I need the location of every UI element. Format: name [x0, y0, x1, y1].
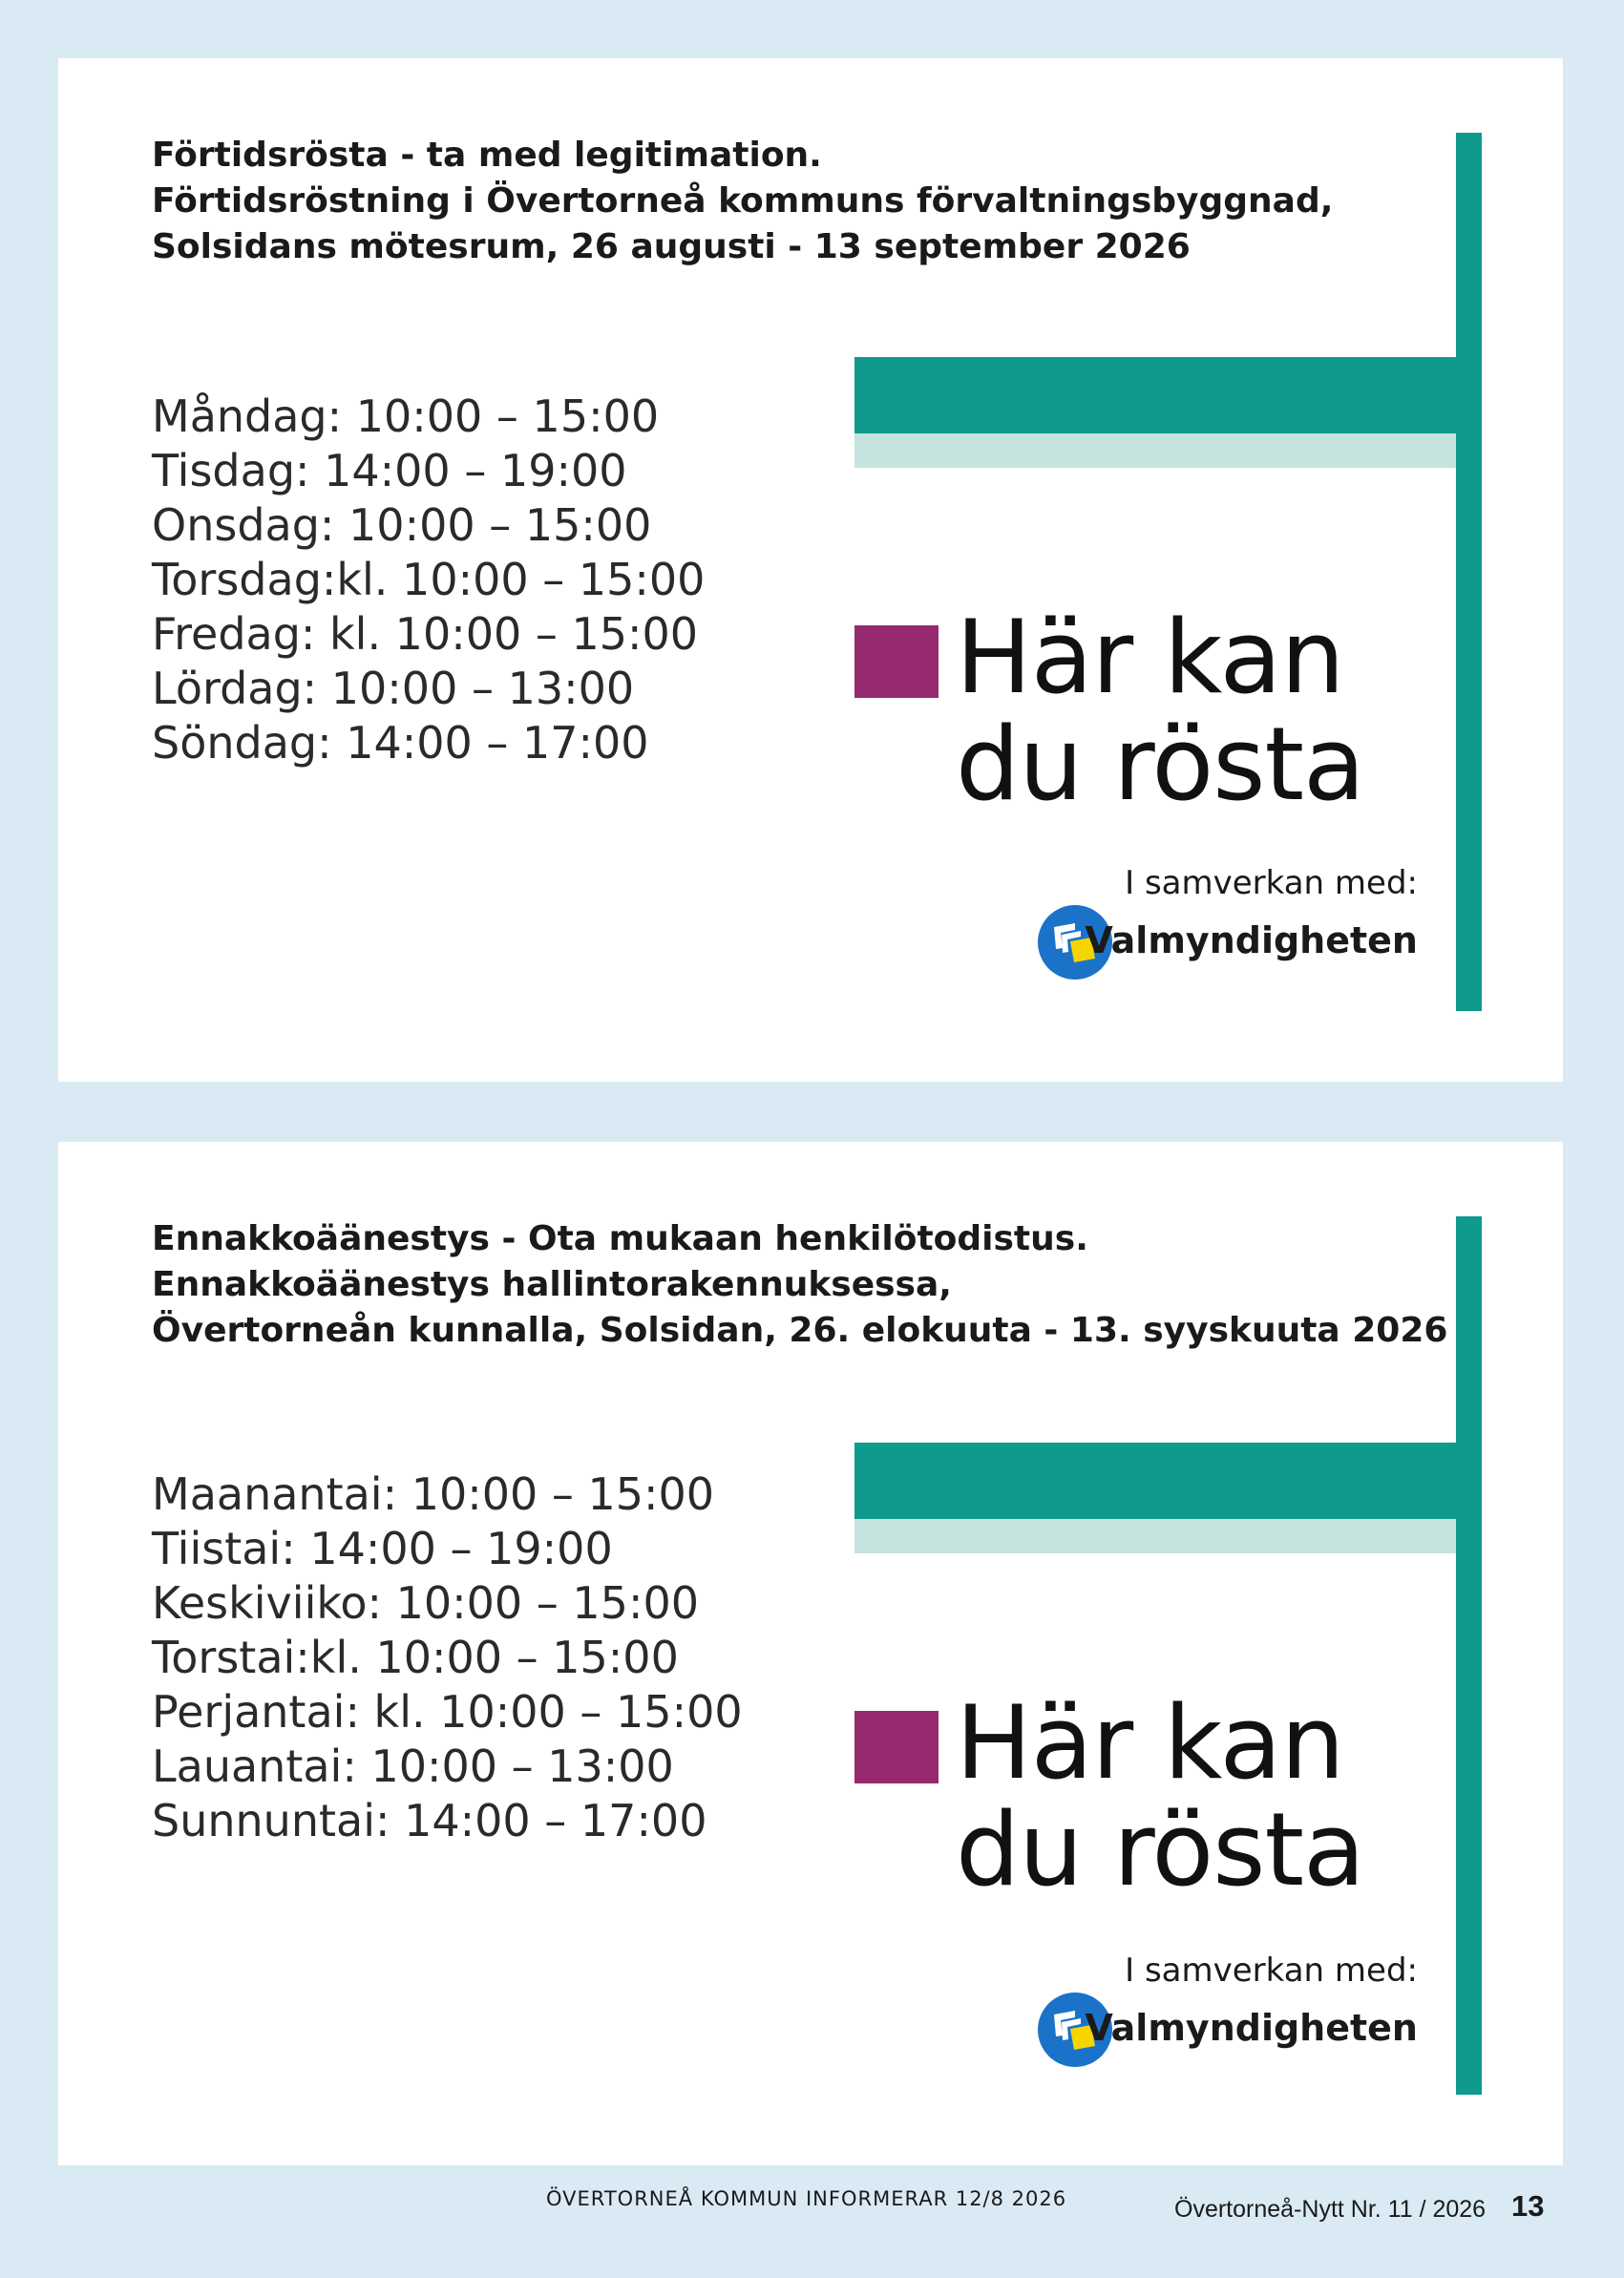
swedish-headline-line-2: Förtidsröstning i Övertorneå kommuns förvaltningsbyggnad, — [152, 181, 1334, 221]
finnish-voting-card — [58, 1142, 1563, 2165]
magenta-square — [854, 625, 939, 698]
page-number: 13 — [1511, 2189, 1545, 2223]
hours-monday: Måndag: 10:00 – 15:00 — [152, 390, 660, 442]
hours-sunday: Söndag: 14:00 – 17:00 — [152, 717, 649, 769]
hours-keskiviikko: Keskiviiko: 10:00 – 15:00 — [152, 1577, 699, 1629]
slogan — [956, 1684, 1365, 1909]
slogan-line-2: du rösta — [956, 1791, 1365, 1909]
hours-maanantai: Maanantai: 10:00 – 15:00 — [152, 1468, 715, 1520]
partner-name: Valmyndigheten — [1085, 2007, 1418, 2049]
magenta-square — [854, 1711, 939, 1783]
slogan — [956, 599, 1365, 823]
teal-vertical-bar — [1456, 1216, 1482, 2095]
hours-torstai: Torstai:kl. 10:00 – 15:00 — [152, 1632, 679, 1683]
finnish-headline-line-3: Övertorneån kunnalla, Solsidan, 26. elokuuta - 13. syyskuuta 2026 — [152, 1311, 1448, 1350]
teal-horizontal-bar — [854, 1443, 1456, 1519]
slogan-line-1: Här kan — [956, 599, 1344, 716]
teal-vertical-bar — [1456, 133, 1482, 1011]
hours-thursday: Torsdag:kl. 10:00 – 15:00 — [152, 554, 706, 605]
partner-name: Valmyndigheten — [1085, 919, 1418, 961]
slogan-line-1: Här kan — [956, 1684, 1344, 1802]
footer-issue: Övertorneå-Nytt Nr. 11 / 2026 — [1174, 2196, 1487, 2223]
slogan-line-2: du rösta — [956, 706, 1365, 823]
partner-label: I samverkan med: — [1125, 1951, 1418, 1990]
hours-wednesday: Onsdag: 10:00 – 15:00 — [152, 499, 652, 551]
swedish-headline-line-3: Solsidans mötesrum, 26 augusti - 13 september 2026 — [152, 227, 1191, 266]
swedish-headline — [152, 133, 1333, 270]
swedish-opening-hours — [152, 390, 705, 770]
hours-lauantai: Lauantai: 10:00 – 13:00 — [152, 1740, 674, 1792]
hours-tiistai: Tiistai: 14:00 – 19:00 — [152, 1523, 613, 1574]
partner-label: I samverkan med: — [1125, 864, 1418, 902]
finnish-headline-line-2: Ennakkoäänestys hallintorakennuksessa, — [152, 1265, 952, 1304]
swedish-voting-card — [58, 58, 1563, 1082]
finnish-opening-hours — [152, 1467, 743, 1848]
footer-publication-line: ÖVERTORNEÅ KOMMUN INFORMERAR 12/8 2026 — [546, 2187, 1067, 2210]
finnish-headline-line-1: Ennakkoäänestys - Ota mukaan henkilötodistus. — [152, 1219, 1088, 1258]
hours-perjantai: Perjantai: kl. 10:00 – 15:00 — [152, 1686, 743, 1738]
hours-friday: Fredag: kl. 10:00 – 15:00 — [152, 608, 699, 660]
light-teal-horizontal-bar — [854, 1519, 1456, 1553]
hours-saturday: Lördag: 10:00 – 13:00 — [152, 663, 635, 714]
swedish-headline-line-1: Förtidsrösta - ta med legitimation. — [152, 136, 822, 175]
hours-sunnuntai: Sunnuntai: 14:00 – 17:00 — [152, 1795, 707, 1846]
hours-tuesday: Tisdag: 14:00 – 19:00 — [152, 445, 627, 496]
finnish-headline — [152, 1216, 1447, 1354]
light-teal-horizontal-bar — [854, 433, 1456, 468]
teal-horizontal-bar — [854, 357, 1456, 433]
